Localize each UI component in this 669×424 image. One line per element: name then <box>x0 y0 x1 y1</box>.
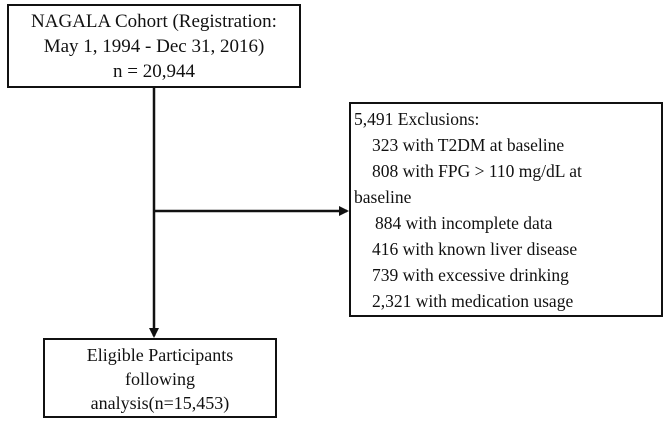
exclusions-heading: 5,491 Exclusions: <box>354 109 480 129</box>
eligible-participants-box <box>43 338 277 418</box>
exclusion-item: 808 with FPG > 110 mg/dL at <box>372 161 582 181</box>
exclusion-item: 739 with excessive drinking <box>372 265 569 285</box>
exclusion-item-continuation: baseline <box>354 187 412 207</box>
cohort-period: May 1, 1994 - Dec 31, 2016) <box>43 36 265 57</box>
cohort-name: NAGALA Cohort (Registration: <box>31 11 277 32</box>
eligible-title: Eligible Participants <box>86 345 234 365</box>
exclusion-item: 323 with T2DM at baseline <box>372 135 565 155</box>
exclusions-box <box>349 102 663 317</box>
exclusion-item: 416 with known liver disease <box>372 239 578 259</box>
cohort-box <box>7 4 301 88</box>
exclusion-item: 2,321 with medication usage <box>372 291 574 311</box>
exclusion-item: 884 with incomplete data <box>375 213 553 233</box>
eligible-subtitle: following <box>125 369 195 389</box>
cohort-count: n = 20,944 <box>113 61 195 82</box>
eligible-count: analysis(n=15,453) <box>90 393 230 413</box>
